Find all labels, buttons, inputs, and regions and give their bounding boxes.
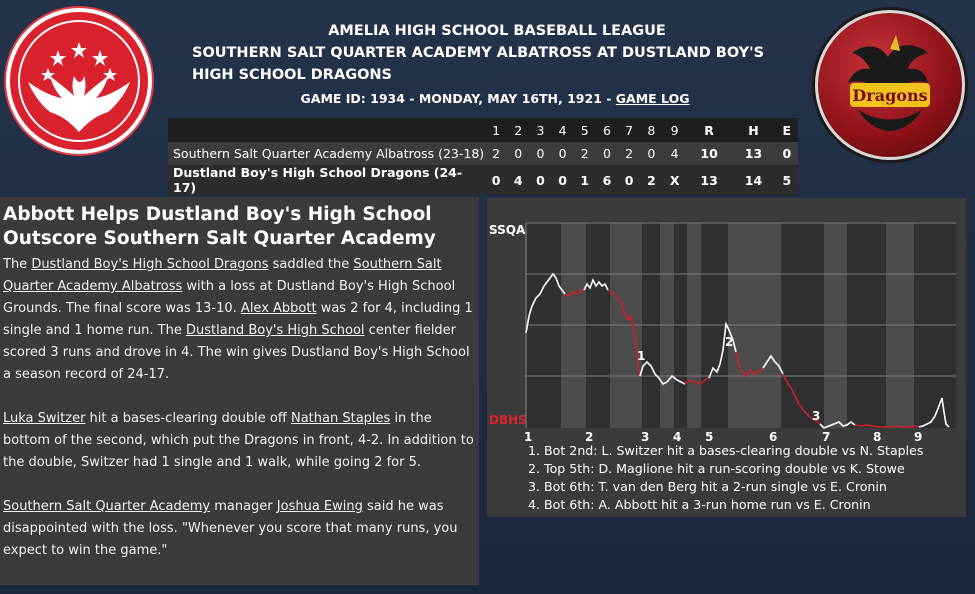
linescore-table xyxy=(168,118,798,195)
player-link[interactable]: Alex Abbott xyxy=(240,301,317,316)
inning-header: 4 xyxy=(552,118,574,142)
player-link[interactable]: Luka Switzer xyxy=(3,411,86,426)
away-runs: 10 xyxy=(687,142,731,165)
home-team-name: Dustland Boy's High School Dragons (24-17) xyxy=(168,165,485,195)
hits-header: H xyxy=(731,118,775,142)
team-link[interactable]: Southern Salt Quarter Academy xyxy=(3,499,211,514)
away-team-row xyxy=(168,142,798,165)
inning-score: 0 xyxy=(507,142,529,165)
game-id-text: GAME ID: 1934 - MONDAY, MAY 16TH, 1921 - xyxy=(300,91,616,106)
inning-score: 0 xyxy=(640,142,662,165)
inning-score: 0 xyxy=(552,165,574,195)
linescore-header-row xyxy=(168,118,798,142)
player-link[interactable]: Nathan Staples xyxy=(290,411,391,426)
inning-label: 9 xyxy=(914,430,923,444)
inning-label: 8 xyxy=(873,430,882,444)
inning-score: 2 xyxy=(640,165,662,195)
home-axis-label: DBHS xyxy=(489,413,527,427)
albatross-logo xyxy=(6,8,152,154)
home-errors: 5 xyxy=(776,165,798,195)
story-paragraph-3: Southern Salt Quarter Academy manager Joshua Ewing said he was disappointed with the loss. "Whenever you score that many runs, you expect to win the game." xyxy=(3,499,458,558)
inning-label: 5 xyxy=(705,430,714,444)
key-play-note: 3. Bot 6th: T. van den Berg hit a 2-run single vs E. Cronin xyxy=(528,479,887,494)
inning-label: 6 xyxy=(769,430,778,444)
inning-header: 6 xyxy=(596,118,618,142)
inning-score: 0 xyxy=(485,165,507,195)
inning-score: 0 xyxy=(596,142,618,165)
inning-score: 2 xyxy=(618,142,640,165)
team-link[interactable]: Dustland Boy's High School xyxy=(186,323,365,338)
inning-header: 1 xyxy=(485,118,507,142)
home-team-row xyxy=(168,165,798,195)
inning-score: 0 xyxy=(529,165,551,195)
away-team-name: Southern Salt Quarter Academy Albatross (23-18) xyxy=(168,142,485,165)
inning-score: 6 xyxy=(596,165,618,195)
home-runs: 13 xyxy=(687,165,731,195)
game-log-link[interactable]: GAME LOG xyxy=(615,91,690,106)
win-probability-panel xyxy=(487,198,966,517)
key-play-note: 1. Bot 2nd: L. Switzer hit a bases-clearing double vs N. Staples xyxy=(528,443,924,458)
win-probability-notes xyxy=(528,442,923,514)
story-headline: Abbott Helps Dustland Boy's High School Outscore Southern Salt Quarter Academy xyxy=(3,204,436,249)
matchup-title: SOUTHERN SALT QUARTER ACADEMY ALBATROSS AT DUSTLAND BOY'S HIGH SCHOOL DRAGONS xyxy=(192,45,765,83)
inning-score: 0 xyxy=(618,165,640,195)
game-story xyxy=(0,197,479,585)
inning-label: 3 xyxy=(641,430,650,444)
game-info xyxy=(170,91,820,106)
inning-header: 5 xyxy=(574,118,596,142)
team-link[interactable]: Dustland Boy's High School Dragons xyxy=(31,257,269,272)
inning-label: 4 xyxy=(673,430,682,444)
event-marker: 3 xyxy=(812,409,821,423)
away-axis-label: SSQA xyxy=(489,223,526,237)
inning-score: X xyxy=(662,165,687,195)
inning-score: 4 xyxy=(662,142,687,165)
home-hits: 14 xyxy=(731,165,775,195)
inning-header: 9 xyxy=(662,118,687,142)
inning-score: 1 xyxy=(574,165,596,195)
key-play-note: 2. Top 5th: D. Maglione hit a run-scoring double vs K. Stowe xyxy=(528,461,905,476)
inning-score: 2 xyxy=(485,142,507,165)
manager-link[interactable]: Joshua Ewing xyxy=(276,499,363,514)
league-title: AMELIA HIGH SCHOOL BASEBALL LEAGUE xyxy=(328,23,666,39)
event-marker: 1 xyxy=(637,349,646,363)
inning-header: 3 xyxy=(529,118,551,142)
inning-score: 2 xyxy=(574,142,596,165)
dragons-logo xyxy=(815,10,965,160)
inning-header: 7 xyxy=(618,118,640,142)
team-link[interactable]: Southern Salt Quarter Academy Albatross xyxy=(3,257,442,294)
dragon-icon xyxy=(818,13,962,157)
inning-label: 2 xyxy=(585,430,594,444)
inning-score: 4 xyxy=(507,165,529,195)
runs-header: R xyxy=(687,118,731,142)
inning-score: 0 xyxy=(552,142,574,165)
inning-label: 1 xyxy=(524,430,533,444)
away-errors: 0 xyxy=(776,142,798,165)
game-header xyxy=(192,20,802,86)
event-marker: 2 xyxy=(725,335,734,349)
inning-header: 2 xyxy=(507,118,529,142)
albatross-icon xyxy=(10,12,148,150)
story-paragraph-2: Luka Switzer hit a bases-clearing double off Nathan Staples in the bottom of the second, which put the Dragons in front, 4-2. In addition to the double, Switzer had 1 single and 1 walk, while going 2 for 5. xyxy=(3,411,474,470)
story-paragraph-1: The Dustland Boy's High School Dragons saddled the Southern Salt Quarter Academy Albatross with a loss at Dustland Boy's High School Grounds. The final score was 13-10. Alex Abbott was 2 for 4, including 1 single and 1 home run. The Dustland Boy's High School center fielder scored 3 runs and drove in 4. The win gives Dustland Boy's High School a season record of 24-17. xyxy=(3,257,473,382)
dragons-wordmark: Dragons xyxy=(852,86,928,105)
errors-header: E xyxy=(776,118,798,142)
inning-score: 0 xyxy=(529,142,551,165)
inning-header: 8 xyxy=(640,118,662,142)
inning-label: 7 xyxy=(822,430,831,444)
key-play-note: 4. Bot 6th: A. Abbott hit a 3-run home run vs E. Cronin xyxy=(528,497,871,512)
away-hits: 13 xyxy=(731,142,775,165)
